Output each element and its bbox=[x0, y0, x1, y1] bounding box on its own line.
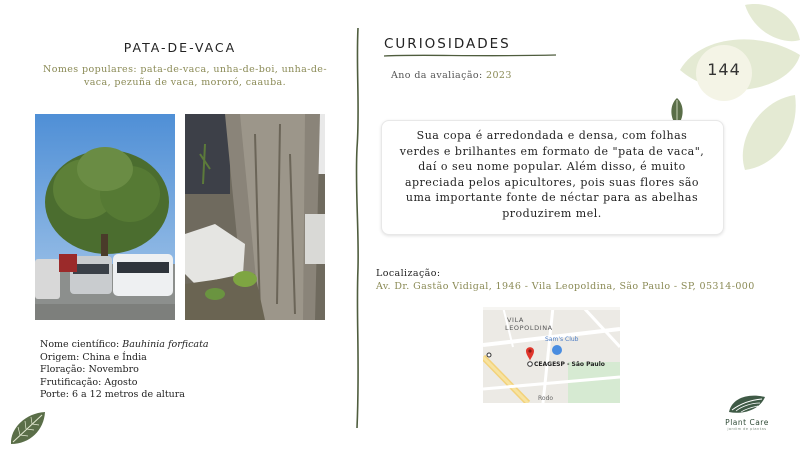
brand-logo bbox=[712, 418, 782, 431]
fact-origin: Origem: China e Índia bbox=[40, 351, 147, 363]
vertical-divider bbox=[352, 28, 364, 428]
plant-facts bbox=[40, 339, 209, 402]
tree-photo bbox=[35, 114, 175, 320]
map-place-label: CEAGESP - São Paulo bbox=[534, 361, 605, 368]
title-underline bbox=[384, 52, 556, 58]
fact-flowering: Floração: Novembro bbox=[40, 364, 139, 375]
plant-title: PATA-DE-VACA bbox=[123, 40, 237, 55]
popular-names: Nomes populares: pata-de-vaca, unha-de-boi, unha-de-vaca, pezuña de vaca, mororó, caauba. bbox=[43, 64, 327, 88]
fact-size: Porte: 6 a 12 metros de altura bbox=[40, 389, 185, 400]
brand-tagline: jardim de plantas bbox=[727, 427, 767, 431]
location-address: Av. Dr. Gastão Vidigal, 1946 - Vila Leopoldina, São Paulo - SP, 05314-000 bbox=[376, 281, 755, 292]
location-map[interactable] bbox=[483, 307, 620, 403]
map-district-line1: VILA bbox=[507, 316, 524, 324]
trunk-photo bbox=[185, 114, 325, 320]
map-road-label: Rodo bbox=[538, 395, 554, 402]
leaf-bottom-left bbox=[8, 408, 48, 448]
curiosity-text: Sua copa é arredondada e densa, com folhas verdes e brilhantes em formato de "pata de vaca", daí o seu nome popular. Além disso, é muito apreciada pelos apicultores, pois suas flores são uma importante fonte de néctar para as abelhas produzirem mel. bbox=[399, 129, 705, 220]
badge-number: 144 bbox=[707, 60, 741, 79]
fact-fruiting: Frutificação: Agosto bbox=[40, 376, 138, 388]
plant-care-logo-icon bbox=[726, 392, 768, 416]
store-marker-icon bbox=[552, 345, 562, 355]
fact-scientific-name: Nome científico: Bauhinia forficata bbox=[40, 339, 209, 350]
map-district-line2: LEOPOLDINA bbox=[505, 324, 553, 332]
evaluation-year: Ano da avaliação: 2023 bbox=[391, 70, 512, 81]
map-store-label: Sam's Club bbox=[545, 336, 579, 343]
brand-name: Plant Care bbox=[725, 418, 769, 427]
curiosities-title: CURIOSIDADES bbox=[384, 36, 511, 52]
location-label: Localização: bbox=[376, 268, 441, 279]
